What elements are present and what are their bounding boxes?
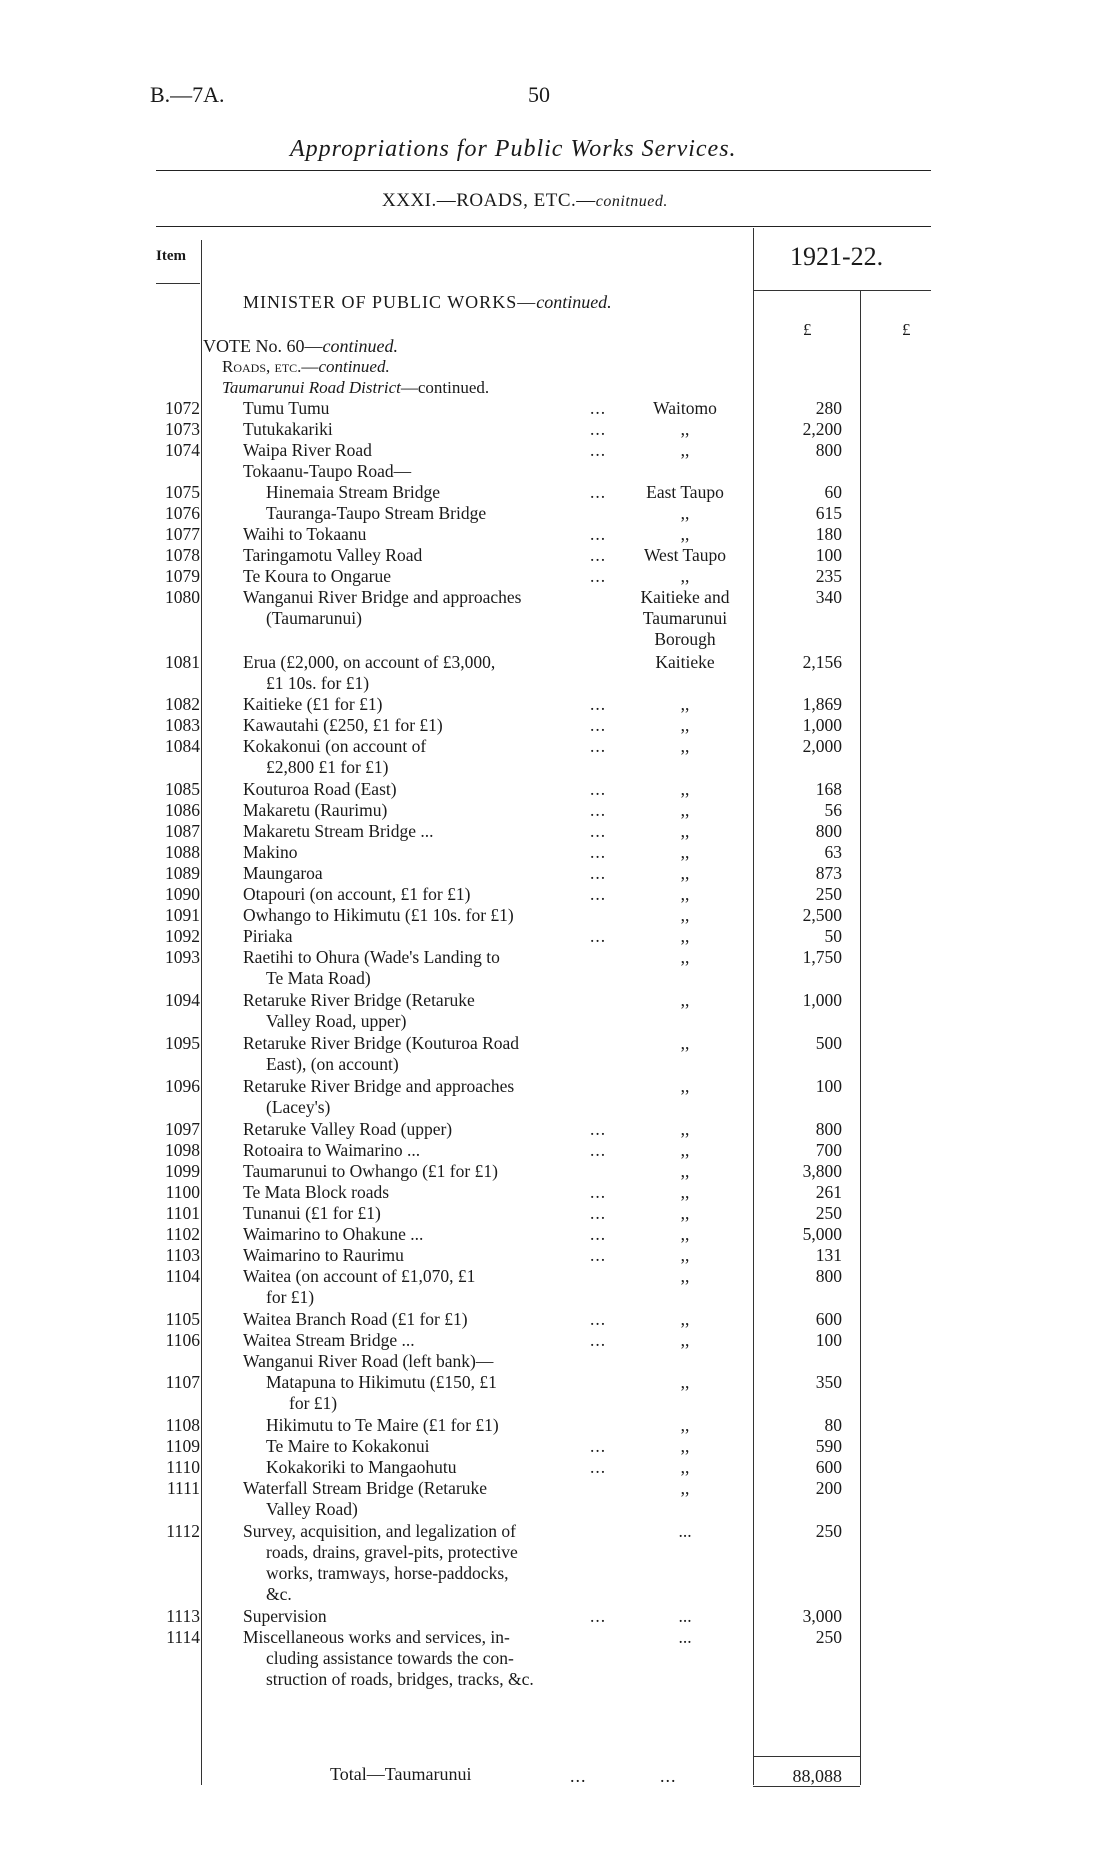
item-location-continued: Borough [654, 629, 716, 649]
total-leader-dots-2: ... [660, 1766, 677, 1786]
item-location: ,, [680, 1076, 690, 1096]
item-location: ,, [680, 1457, 690, 1477]
item-description: Maungaroa [243, 863, 323, 883]
item-location: East Taupo [646, 482, 724, 502]
ministry-text: MINISTER OF PUBLIC WORKS— [243, 292, 537, 312]
amount-column-divider-left [753, 228, 754, 1785]
leader-dots: ... [589, 398, 607, 418]
item-amount: 350 [815, 1372, 842, 1392]
item-description: Erua (£2,000, on account of £3,000, [243, 652, 496, 672]
item-column-header: Item [156, 248, 186, 264]
item-description: Makaretu Stream Bridge ... [243, 821, 434, 841]
ministry-heading [243, 292, 612, 313]
item-location: ,, [680, 800, 690, 820]
leader-dots: ... [589, 694, 607, 714]
item-amount: 3,800 [802, 1161, 842, 1181]
leader-dots: ... [589, 800, 607, 820]
item-number: 1080 [165, 587, 200, 607]
item-description: Waihi to Tokaanu [243, 524, 367, 544]
item-location: ,, [680, 1224, 690, 1244]
ministry-italic: continued. [536, 292, 612, 312]
item-location: ,, [680, 1140, 690, 1160]
leader-dots: ... [589, 926, 607, 946]
item-head-rule [156, 283, 200, 284]
item-number: 1111 [166, 1478, 200, 1498]
item-amount: 168 [815, 779, 842, 799]
item-description: Retaruke Valley Road (upper) [243, 1119, 453, 1139]
item-description: Raetihi to Ohura (Wade's Landing to [243, 947, 500, 967]
table-top-rule [156, 226, 931, 227]
currency-symbol-1: £ [803, 320, 812, 339]
item-description: Waimarino to Ohakune ... [243, 1224, 424, 1244]
item-description-continued: roads, drains, gravel-pits, protective [266, 1542, 518, 1562]
item-description: Otapouri (on account, £1 for £1) [243, 884, 471, 904]
item-amount: 250 [815, 1627, 842, 1647]
item-number: 1105 [165, 1309, 200, 1329]
item-amount: 2,500 [802, 905, 842, 925]
item-description: Supervision [243, 1606, 327, 1626]
item-amount: 5,000 [802, 1224, 842, 1244]
item-location: ... [678, 1521, 692, 1541]
item-location: ,, [680, 821, 690, 841]
item-description: Retaruke River Bridge and approaches [243, 1076, 515, 1096]
item-location: ,, [680, 1245, 690, 1265]
item-description: Tutukakariki [243, 419, 333, 439]
item-number: 1113 [166, 1606, 200, 1626]
item-amount: 600 [815, 1309, 842, 1329]
item-amount: 500 [815, 1033, 842, 1053]
leader-dots: ... [589, 524, 607, 544]
item-location: Kaitieke and [640, 587, 730, 607]
item-description-continued: East), (on account) [266, 1054, 399, 1074]
item-description-continued: £2,800 £1 for £1) [266, 757, 389, 777]
leader-dots: ... [589, 1606, 607, 1626]
item-number: 1104 [165, 1266, 200, 1286]
item-description: Kouturoa Road (East) [243, 779, 397, 799]
total-label: Total—Taumarunui [330, 1764, 472, 1784]
item-number: 1096 [165, 1076, 200, 1096]
item-description-continued: (Lacey's) [266, 1097, 331, 1117]
item-amount: 590 [815, 1436, 842, 1456]
item-amount: 280 [815, 398, 842, 418]
item-description: Makaretu (Raurimu) [243, 800, 388, 820]
item-number: 1107 [165, 1372, 200, 1392]
item-description: Retaruke River Bridge (Retaruke [243, 990, 475, 1010]
item-description: Retaruke River Bridge (Kouturoa Road [243, 1033, 520, 1053]
vote-text: VOTE No. 60— [203, 336, 323, 356]
item-description: Tumu Tumu [243, 398, 330, 418]
total-leader-dots: ... [570, 1766, 587, 1786]
leader-dots: ... [589, 1457, 607, 1477]
item-location: West Taupo [643, 545, 727, 565]
item-amount: 56 [824, 800, 842, 820]
item-number: 1072 [165, 398, 200, 418]
currency-symbol-2: £ [902, 320, 911, 339]
item-description-continued: &c. [266, 1584, 292, 1604]
roads-text: Roads, etc.— [222, 357, 319, 376]
item-description-continued: works, tramways, horse-paddocks, [266, 1563, 509, 1583]
leader-dots: ... [589, 779, 607, 799]
item-location: ,, [680, 1182, 690, 1202]
item-location: ,, [680, 1330, 690, 1350]
leader-dots: ... [589, 566, 607, 586]
leader-dots: ... [589, 863, 607, 883]
item-description: Waimarino to Raurimu [243, 1245, 404, 1265]
item-amount: 100 [815, 1076, 842, 1096]
item-number: 1084 [165, 736, 200, 756]
item-location: ,, [680, 715, 690, 735]
item-number: 1078 [165, 545, 200, 565]
title-rule [156, 170, 931, 171]
item-number: 1091 [165, 905, 200, 925]
item-location: ,, [680, 779, 690, 799]
item-description: Tauranga-Taupo Stream Bridge [266, 503, 487, 523]
item-column-divider [201, 240, 202, 1785]
amount-column-divider-mid [860, 290, 861, 1785]
item-location: ,, [680, 1372, 690, 1392]
item-location: ,, [680, 419, 690, 439]
total-amount: 88,088 [792, 1766, 842, 1786]
item-description-continued: for £1) [266, 1287, 315, 1307]
item-location: ,, [680, 503, 690, 523]
item-description: Wanganui River Bridge and approaches [243, 587, 522, 607]
item-number: 1095 [165, 1033, 200, 1053]
item-location: ,, [680, 1203, 690, 1223]
item-location: ,, [680, 926, 690, 946]
total-rule-top [753, 1756, 860, 1757]
page-number: 50 [528, 82, 550, 107]
item-amount: 50 [824, 926, 842, 946]
item-description: Owhango to Hikimutu (£1 10s. for £1) [243, 905, 514, 925]
item-description: Tunanui (£1 for £1) [243, 1203, 381, 1223]
item-location: ,, [680, 694, 690, 714]
item-location: ,, [680, 842, 690, 862]
item-description: Kawautahi (£250, £1 for £1) [243, 715, 443, 735]
item-location: ,, [680, 524, 690, 544]
item-amount: 261 [815, 1182, 842, 1202]
item-location: ,, [680, 863, 690, 883]
item-amount: 250 [815, 1521, 842, 1541]
item-number: 1100 [165, 1182, 200, 1202]
item-number: 1099 [165, 1161, 200, 1181]
item-number: 1077 [165, 524, 200, 544]
item-number: 1081 [165, 652, 200, 672]
item-amount: 700 [815, 1140, 842, 1160]
leader-dots: ... [589, 482, 607, 502]
item-number: 1112 [166, 1521, 200, 1541]
leader-dots: ... [589, 736, 607, 756]
item-amount: 80 [824, 1415, 842, 1435]
item-location-continued: Taumarunui [642, 608, 728, 628]
item-location: ... [678, 1606, 692, 1626]
item-description: Kokakoriki to Mangaohutu [266, 1457, 457, 1477]
roads-italic: continued. [318, 357, 390, 376]
leader-dots: ... [589, 821, 607, 841]
item-description-continued: Valley Road) [266, 1499, 358, 1519]
item-number: 1076 [165, 503, 200, 523]
item-amount: 250 [815, 1203, 842, 1223]
item-number: 1106 [165, 1330, 200, 1350]
item-location: ... [678, 1627, 692, 1647]
item-amount: 235 [815, 566, 842, 586]
item-number: 1110 [166, 1457, 200, 1477]
item-amount: 63 [824, 842, 842, 862]
vote-heading [203, 336, 398, 357]
item-number: 1087 [165, 821, 200, 841]
item-amount: 100 [815, 1330, 842, 1350]
leader-dots: ... [589, 1436, 607, 1456]
item-number: 1093 [165, 947, 200, 967]
roads-heading [222, 357, 390, 377]
report-code: B.—7A. [150, 82, 225, 107]
item-location: ,, [680, 1415, 690, 1435]
item-amount: 2,000 [802, 736, 842, 756]
item-location: ,, [680, 1436, 690, 1456]
item-location: ,, [680, 736, 690, 756]
item-location: Kaitieke [655, 652, 715, 672]
item-description-continued: Te Mata Road) [266, 968, 371, 988]
item-number: 1088 [165, 842, 200, 862]
leader-dots: ... [589, 1182, 607, 1202]
item-amount: 800 [815, 1119, 842, 1139]
item-description: Survey, acquisition, and legalization of [243, 1521, 516, 1541]
item-number: 1102 [165, 1224, 200, 1244]
item-number: 1085 [165, 779, 200, 799]
item-description: Piriaka [243, 926, 293, 946]
item-description-continued: Valley Road, upper) [266, 1011, 407, 1031]
item-amount: 340 [815, 587, 842, 607]
item-description-continued: for £1) [289, 1393, 338, 1413]
leader-dots: ... [589, 1140, 607, 1160]
item-description: Miscellaneous works and services, in- [243, 1627, 510, 1647]
item-description-continued: (Taumarunui) [266, 608, 362, 628]
item-number: 1083 [165, 715, 200, 735]
item-location: ,, [680, 1478, 690, 1498]
item-amount: 1,000 [802, 990, 842, 1010]
vote-italic: continued. [322, 336, 398, 356]
item-amount: 2,156 [802, 652, 842, 672]
item-amount: 615 [815, 503, 842, 523]
item-number: 1082 [165, 694, 200, 714]
item-location: ,, [680, 1266, 690, 1286]
item-description: Waitea (on account of £1,070, £1 [243, 1266, 476, 1286]
leader-dots: ... [589, 1309, 607, 1329]
item-location: ,, [680, 1309, 690, 1329]
item-number: 1089 [165, 863, 200, 883]
item-description: Kokakonui (on account of [243, 736, 427, 756]
item-amount: 1,750 [802, 947, 842, 967]
item-description: Kaitieke (£1 for £1) [243, 694, 383, 714]
leader-dots: ... [589, 440, 607, 460]
page-title: Appropriations for Public Works Services. [290, 136, 737, 162]
leader-dots: ... [589, 419, 607, 439]
district-heading [222, 378, 489, 398]
district-text: —continued. [400, 378, 490, 397]
item-number: 1086 [165, 800, 200, 820]
item-amount: 200 [815, 1478, 842, 1498]
district-italic: Taumarunui Road District [222, 378, 401, 397]
item-number: 1079 [165, 566, 200, 586]
item-location: Waitomo [653, 398, 717, 418]
year-head-rule [753, 290, 931, 291]
item-description: Makino [243, 842, 298, 862]
item-location: ,, [680, 566, 690, 586]
item-number: 1103 [165, 1245, 200, 1265]
item-amount: 131 [815, 1245, 842, 1265]
item-amount: 180 [815, 524, 842, 544]
leader-dots: ... [589, 545, 607, 565]
item-description: Te Koura to Ongarue [243, 566, 391, 586]
item-description: Taumarunui to Owhango (£1 for £1) [243, 1161, 498, 1181]
item-description: Tokaanu-Taupo Road— [243, 461, 412, 481]
item-number: 1098 [165, 1140, 200, 1160]
item-amount: 1,869 [802, 694, 842, 714]
item-location: ,, [680, 990, 690, 1010]
item-description: Matapuna to Hikimutu (£150, £1 [266, 1372, 497, 1392]
item-amount: 3,000 [802, 1606, 842, 1626]
leader-dots: ... [589, 884, 607, 904]
item-description: Hikimutu to Te Maire (£1 for £1) [266, 1415, 499, 1435]
item-number: 1101 [165, 1203, 200, 1223]
item-description: Wanganui River Road (left bank)— [243, 1351, 494, 1371]
item-number: 1090 [165, 884, 200, 904]
leader-dots: ... [589, 715, 607, 735]
item-amount: 60 [824, 482, 842, 502]
item-number: 1109 [165, 1436, 200, 1456]
item-amount: 800 [815, 821, 842, 841]
item-amount: 100 [815, 545, 842, 565]
item-description-continued: £1 10s. for £1) [266, 673, 370, 693]
item-amount: 250 [815, 884, 842, 904]
item-location: ,, [680, 1161, 690, 1181]
item-number: 1114 [166, 1627, 200, 1647]
item-number: 1094 [165, 990, 200, 1010]
item-amount: 873 [815, 863, 842, 883]
item-number: 1097 [165, 1119, 200, 1139]
item-number: 1073 [165, 419, 200, 439]
leader-dots: ... [589, 1119, 607, 1139]
item-number: 1074 [165, 440, 200, 460]
item-amount: 600 [815, 1457, 842, 1477]
item-description: Te Mata Block roads [243, 1182, 390, 1202]
item-description: Rotoaira to Waimarino ... [243, 1140, 421, 1160]
section-heading-text: XXXI.—ROADS, ETC.— [382, 190, 596, 211]
year-column-header: 1921-22. [790, 242, 884, 271]
item-description: Waitea Stream Bridge ... [243, 1330, 415, 1350]
section-heading [382, 190, 668, 212]
item-location: ,, [680, 947, 690, 967]
item-number: 1108 [165, 1415, 200, 1435]
leader-dots: ... [589, 842, 607, 862]
leader-dots: ... [589, 1330, 607, 1350]
item-description: Waitea Branch Road (£1 for £1) [243, 1309, 468, 1329]
item-description: Te Maire to Kokakonui [266, 1436, 430, 1456]
item-number: 1075 [165, 482, 200, 502]
item-description-continued: cluding assistance towards the con- [266, 1648, 514, 1668]
item-description: Waipa River Road [243, 440, 372, 460]
item-amount: 2,200 [802, 419, 842, 439]
item-amount: 1,000 [802, 715, 842, 735]
item-number: 1092 [165, 926, 200, 946]
item-description-continued: struction of roads, bridges, tracks, &c. [266, 1669, 534, 1689]
item-amount: 800 [815, 1266, 842, 1286]
item-location: ,, [680, 1119, 690, 1139]
item-description: Hinemaia Stream Bridge [266, 482, 440, 502]
item-location: ,, [680, 884, 690, 904]
section-heading-italic: conitnued. [595, 193, 668, 210]
item-description: Taringamotu Valley Road [243, 545, 423, 565]
item-amount: 800 [815, 440, 842, 460]
item-location: ,, [680, 440, 690, 460]
leader-dots: ... [589, 1245, 607, 1265]
leader-dots: ... [589, 1224, 607, 1244]
item-description: Waterfall Stream Bridge (Retaruke [243, 1478, 487, 1498]
leader-dots: ... [589, 1203, 607, 1223]
item-location: ,, [680, 905, 690, 925]
item-location: ,, [680, 1033, 690, 1053]
